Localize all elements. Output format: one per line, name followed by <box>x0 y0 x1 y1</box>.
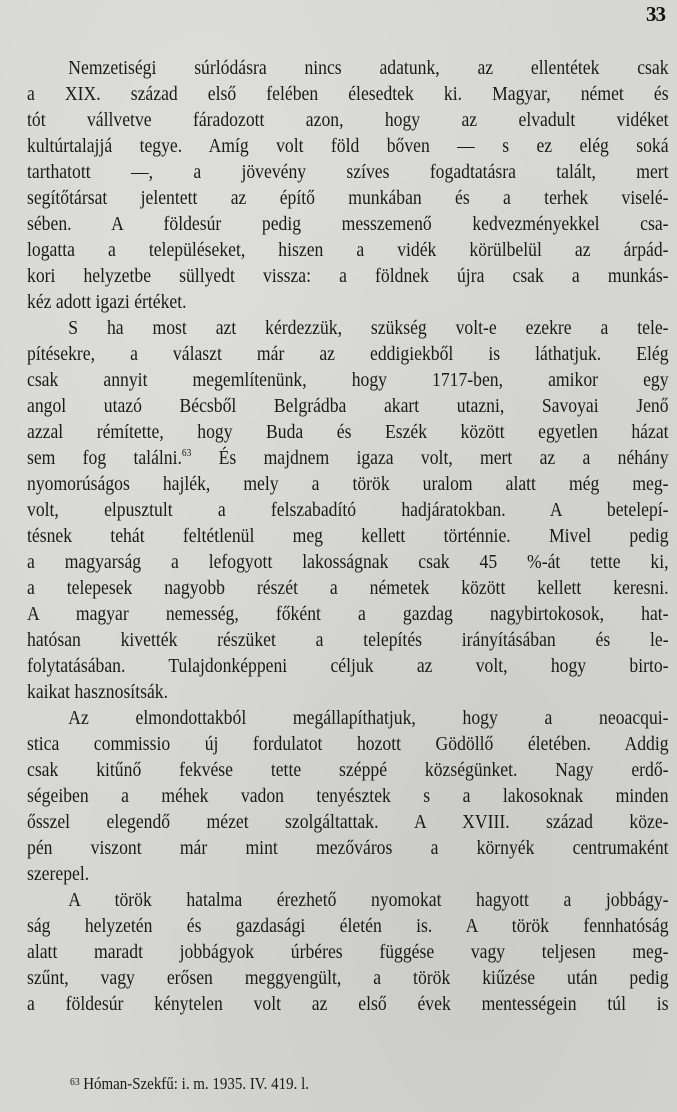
text-segment: És majdnem igaza volt, mert az a néhány <box>191 447 669 469</box>
text-line: S ha most azt kérdezzük, szükség volt-e ezekre a tele- <box>68 317 669 339</box>
text-line: pén viszont már mint mezőváros a környék centrumaként <box>27 837 669 859</box>
body-text <box>27 55 669 1017</box>
footnote-text: Hóman-Szekfű: i. m. 1935. IV. 419. l. <box>83 1074 309 1093</box>
page-number: 33 <box>646 2 665 26</box>
text-line: a magyarság a lefogyott lakosságnak csak 45 %-át tette ki, <box>27 551 669 573</box>
text-line: szerepel. <box>27 863 90 885</box>
text-line: hatósan kivették részüket a telepítés irányításában és le- <box>27 629 669 651</box>
text-line: A török hatalma érezhető nyomokat hagyott a jobbágy- <box>68 889 669 911</box>
text-line: kaikat hasznosítsák. <box>27 681 169 703</box>
text-line: nyomorúságos hajlék, mely a török uralom alatt még meg- <box>27 473 669 495</box>
text-line: volt, elpusztult a felszabadító hadjáratokban. A betelepí- <box>27 499 669 521</box>
text-segment: sem fog találni. <box>27 447 182 469</box>
text-line: a telepesek nagyobb részét a németek között kellett keresni. <box>27 577 669 599</box>
text-line: csak annyit megemlítenünk, hogy 1717-ben, amikor egy <box>27 369 669 391</box>
text-line: A magyar nemesség, főként a gazdag nagybirtokosok, hat- <box>27 603 669 625</box>
text-line: segítőtársat jelentett az építő munkában és a terhek viselé- <box>27 187 669 209</box>
text-line: folytatásában. Tulajdonképpeni céljuk az volt, hogy birto- <box>27 655 669 677</box>
text-line: ősszel elegendő mézet szolgáltattak. A XVIII. század köze- <box>27 811 669 833</box>
text-line: tót vállvetve fáradozott azon, hogy az elvadult vidéket <box>27 109 669 131</box>
text-line: ségeiben a méhek vadon tenyésztek s a lakosoknak minden <box>27 785 669 807</box>
text-line: Az elmondottakból megállapíthatjuk, hogy a neoacqui- <box>68 707 669 729</box>
footnote-mark: 63 <box>70 1076 80 1088</box>
text-line <box>27 445 669 471</box>
text-line: logatta a településeket, hiszen a vidék körülbelül az árpád- <box>27 239 669 261</box>
text-line: sében. A földesúr pedig messzemenő kedvezményekkel csa- <box>27 213 669 235</box>
text-line: alatt maradt jobbágyok úrbéres függése vagy teljesen meg- <box>27 941 669 963</box>
text-line: stica commissio új fordulatot hozott Gödöllő életében. Addig <box>27 733 669 755</box>
text-line: ság helyzetén és gazdasági életén is. A török fennhatóság <box>27 915 669 937</box>
text-line: tarthatott —, a jövevény szíves fogadtatásra talált, mert <box>27 161 669 183</box>
text-line: azzal rémítette, hogy Buda és Eszék között egyetlen házat <box>27 421 669 443</box>
text-line: angol utazó Bécsből Belgrádba akart utazni, Savoyai Jenő <box>27 395 669 417</box>
footnote <box>70 1071 309 1095</box>
text-line: kéz adott igazi értéket. <box>27 291 187 313</box>
text-line: pítésekre, a választ már az eddigiekből is láthatjuk. Elég <box>27 343 669 365</box>
text-line: kultúrtalajjá tegye. Amíg volt föld bőven — s ez elég soká <box>27 135 669 157</box>
text-line: a XIX. század első felében élesedtek ki. Magyar, német és <box>27 83 669 105</box>
footnote-reference: 63 <box>181 447 192 459</box>
text-line: csak kitűnő fekvése tette széppé községünket. Nagy erdő- <box>27 759 669 781</box>
text-line: tésnek tehát feltétlenül meg kellett történnie. Mivel pedig <box>27 525 669 547</box>
text-line: szűnt, vagy erősen meggyengült, a török kiűzése után pedig <box>27 967 669 989</box>
text-line: Nemzetiségi súrlódásra nincs adatunk, az ellentétek csak <box>68 57 669 79</box>
text-line: a földesúr kénytelen volt az első évek mentességein túl is <box>27 993 669 1015</box>
text-line: kori helyzetbe süllyedt vissza: a földnek újra csak a munkás- <box>27 265 669 287</box>
